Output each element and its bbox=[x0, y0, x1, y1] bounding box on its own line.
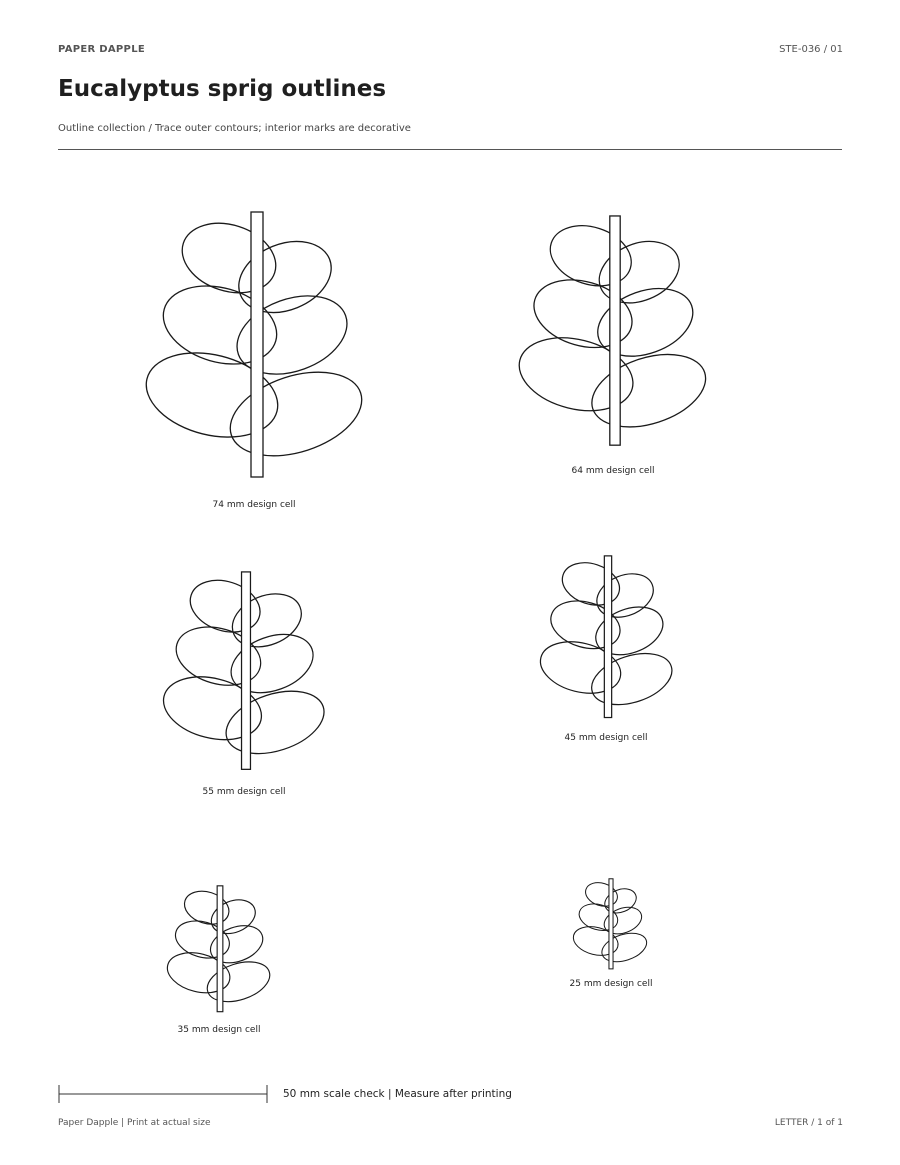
footer-page-info: LETTER / 1 of 1 bbox=[774, 1118, 843, 1128]
sprig-outline-35mm bbox=[220, 949, 221, 950]
sprig-outline-45mm bbox=[608, 637, 609, 638]
cell-caption: 74 mm design cell bbox=[212, 500, 296, 510]
header-divider bbox=[58, 149, 842, 150]
cell-caption: 64 mm design cell bbox=[571, 466, 655, 476]
cell-caption: 25 mm design cell bbox=[569, 979, 653, 989]
brand-name: PAPER DAPPLE bbox=[58, 44, 145, 55]
document-id: STE-036 / 01 bbox=[779, 44, 843, 55]
cell-caption: 45 mm design cell bbox=[564, 733, 648, 743]
scale-bar bbox=[58, 1084, 270, 1104]
sprig-outline-74mm bbox=[257, 345, 258, 346]
sprig-outline-64mm bbox=[615, 331, 616, 332]
cell-caption: 55 mm design cell bbox=[202, 787, 286, 797]
sprig-outline-55mm bbox=[246, 671, 247, 672]
page-title: Eucalyptus sprig outlines bbox=[58, 76, 387, 102]
page-subtitle: Outline collection / Trace outer contours; interior marks are decorative bbox=[58, 123, 411, 134]
scale-check-label: 50 mm scale check | Measure after printing bbox=[283, 1088, 512, 1100]
sprig-outline-25mm bbox=[611, 924, 612, 925]
cell-caption: 35 mm design cell bbox=[177, 1025, 261, 1035]
footer-note: Paper Dapple | Print at actual size bbox=[58, 1118, 211, 1128]
